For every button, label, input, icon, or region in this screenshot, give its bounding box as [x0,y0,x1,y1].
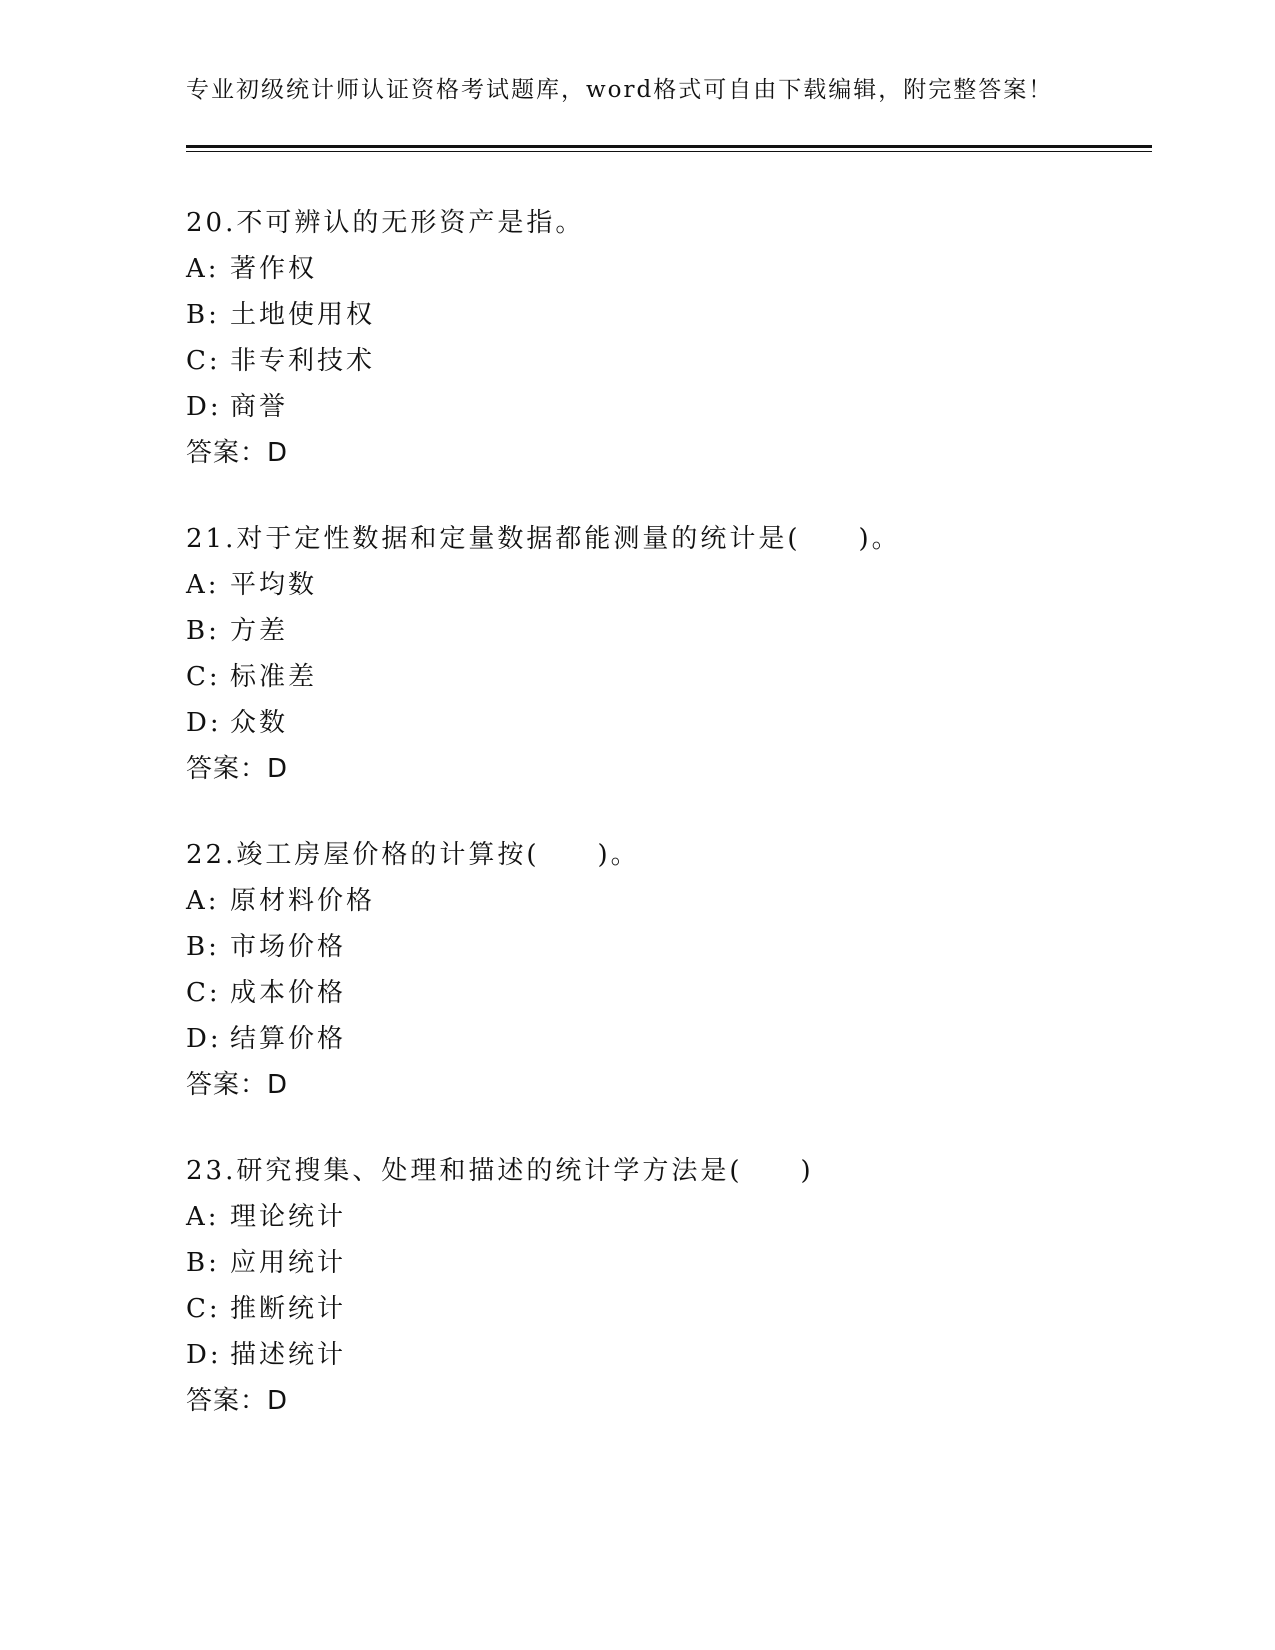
option-text: 结算价格 [230,1024,347,1054]
option-text: 原材料价格 [230,886,376,916]
question-22 [186,832,1146,1108]
question-21 [186,516,1146,792]
option-text: 非专利技术 [230,346,376,376]
option-b [186,292,1146,338]
answer-line: 答案：D [186,1386,289,1416]
option-a [186,878,1146,924]
option-text: 众数 [230,708,289,738]
option-b [186,924,1146,970]
option-letter: B: [186,616,220,646]
question-20 [186,200,1146,476]
option-text: 成本价格 [230,978,347,1008]
option-text: 著作权 [230,254,318,284]
option-letter: A: [186,886,220,916]
option-d [186,384,1146,430]
option-d [186,1332,1146,1378]
option-b [186,608,1146,654]
option-letter: B: [186,1248,220,1278]
option-text: 商誉 [230,392,289,422]
question-stem: 23.研究搜集、处理和描述的统计学方法是( ) [186,1156,814,1186]
answer-line: 答案：D [186,438,289,468]
option-letter: D: [186,708,222,738]
option-text: 市场价格 [230,932,347,962]
question-stem: 20.不可辨认的无形资产是指。 [186,208,585,238]
option-text: 描述统计 [230,1340,347,1370]
option-letter: A: [186,570,220,600]
option-letter: C: [186,346,221,376]
option-letter: D: [186,1340,222,1370]
option-letter: A: [186,1202,220,1232]
option-c [186,338,1146,384]
option-c [186,654,1146,700]
option-text: 理论统计 [230,1202,347,1232]
option-letter: D: [186,1024,222,1054]
option-letter: B: [186,932,220,962]
question-23 [186,1148,1146,1424]
option-letter: C: [186,1294,221,1324]
option-a [186,246,1146,292]
option-d [186,700,1146,746]
option-letter: C: [186,662,221,692]
question-stem: 21.对于定性数据和定量数据都能测量的统计是( )。 [186,524,901,554]
option-c [186,970,1146,1016]
answer-line: 答案：D [186,754,289,784]
page-header-text: 专业初级统计师认证资格考试题库，word格式可自由下载编辑，附完整答案！ [186,77,1054,103]
option-a [186,1194,1146,1240]
option-b [186,1240,1146,1286]
option-text: 推断统计 [230,1294,347,1324]
header-divider-thin [186,151,1152,152]
option-letter: B: [186,300,220,330]
option-letter: C: [186,978,221,1008]
option-c [186,1286,1146,1332]
option-text: 平均数 [230,570,318,600]
option-text: 应用统计 [230,1248,347,1278]
option-text: 标准差 [230,662,318,692]
option-d [186,1016,1146,1062]
question-stem: 22.竣工房屋价格的计算按( )。 [186,840,640,870]
header-divider-thick [186,145,1152,148]
option-text: 方差 [230,616,289,646]
option-a [186,562,1146,608]
option-text: 土地使用权 [230,300,376,330]
option-letter: A: [186,254,220,284]
option-letter: D: [186,392,222,422]
answer-line: 答案：D [186,1070,289,1100]
